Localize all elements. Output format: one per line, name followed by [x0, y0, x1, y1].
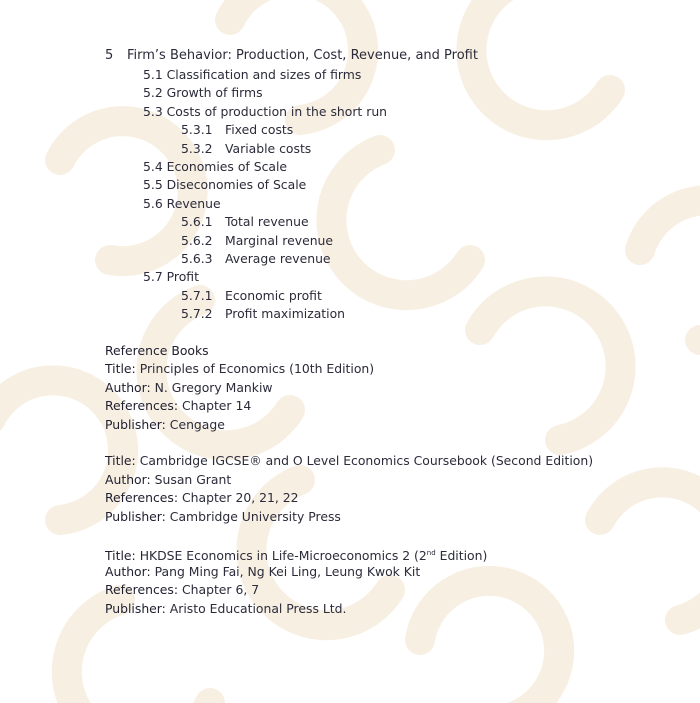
book1-publisher-row: [105, 416, 225, 434]
section-number: 5.3.2: [181, 141, 213, 156]
book2-title-row: [105, 452, 593, 470]
chapter-title: Firm’s Behavior: Production, Cost, Revenue, and Profit: [127, 48, 478, 63]
section-5-4: 5.4 Economies of Scale: [143, 159, 288, 174]
section-number: 5.6.1: [181, 214, 213, 229]
book2-publisher-row: [105, 508, 341, 526]
section-5-5: 5.5 Diseconomies of Scale: [143, 177, 307, 192]
section-5-3: 5.3 Costs of production in the short run: [143, 104, 388, 119]
book3-title-row: [105, 544, 487, 565]
references-label: References:: [105, 398, 179, 413]
title-label: Title:: [105, 361, 136, 376]
book3-publisher: Aristo Educational Press Ltd.: [169, 601, 347, 616]
section-5-7: 5.7 Profit: [143, 269, 199, 284]
book3-publisher-row: [105, 600, 346, 618]
book2-title: Cambridge IGCSE® and O Level Economics Coursebook (Second Edition): [139, 453, 594, 468]
book3-title-end: Edition): [435, 548, 488, 563]
book1-publisher: Cengage: [169, 417, 225, 432]
section-5-3-2: [181, 140, 311, 158]
section-5-6-3: [181, 250, 331, 268]
book1-references: Chapter 14: [181, 398, 252, 413]
section-5-3-1: [181, 121, 293, 139]
section-text: Average revenue: [225, 251, 331, 266]
book2-author: Susan Grant: [154, 472, 232, 487]
author-label: Author:: [105, 472, 151, 487]
book3-author: Pang Ming Fai, Ng Kei Ling, Leung Kwok Kit: [154, 564, 421, 579]
section-text: Economic profit: [225, 288, 322, 303]
book3-title-superscript: nd: [426, 549, 436, 557]
section-5-7-2: [181, 305, 345, 323]
section-text: Profit maximization: [225, 306, 346, 321]
section-5-6-2: [181, 232, 333, 250]
book1-references-row: [105, 397, 251, 415]
author-label: Author:: [105, 380, 151, 395]
references-label: References:: [105, 582, 179, 597]
book3-author-row: [105, 563, 420, 581]
publisher-label: Publisher:: [105, 509, 166, 524]
chapter-number: 5: [105, 48, 114, 63]
section-text: Total revenue: [225, 214, 309, 229]
book1-title: Principles of Economics (10th Edition): [139, 361, 375, 376]
section-number: 5.6.3: [181, 251, 213, 266]
section-number: 5.7.1: [181, 288, 213, 303]
publisher-label: Publisher:: [105, 417, 166, 432]
book3-references: Chapter 6, 7: [181, 582, 260, 597]
section-number: 5.3.1: [181, 122, 213, 137]
title-label: Title:: [105, 548, 136, 563]
book1-title-row: [105, 360, 374, 378]
book1-author-row: [105, 379, 273, 397]
book2-references-row: [105, 489, 299, 507]
section-number: 5.6.2: [181, 233, 213, 248]
book3-references-row: [105, 581, 259, 599]
section-5-6-1: [181, 213, 309, 231]
book3-title: [140, 548, 488, 563]
book2-publisher: Cambridge University Press: [169, 509, 341, 524]
title-label: Title:: [105, 453, 136, 468]
publisher-label: Publisher:: [105, 601, 166, 616]
book3-title-main: HKDSE Economics in Life-Microeconomics 2 (2: [139, 548, 427, 563]
references-heading: Reference Books: [105, 343, 209, 358]
section-number: 5.7.2: [181, 306, 213, 321]
chapter-heading: [105, 47, 478, 65]
book1-author: N. Gregory Mankiw: [154, 380, 273, 395]
section-text: Fixed costs: [225, 122, 294, 137]
book2-references: Chapter 20, 21, 22: [181, 490, 299, 505]
section-text: Marginal revenue: [225, 233, 334, 248]
section-text: Variable costs: [225, 141, 312, 156]
book2-author-row: [105, 471, 231, 489]
section-5-7-1: [181, 287, 322, 305]
author-label: Author:: [105, 564, 151, 579]
section-5-6: 5.6 Revenue: [143, 196, 221, 211]
section-5-1: 5.1 Classification and sizes of firms: [143, 67, 362, 82]
section-5-2: 5.2 Growth of firms: [143, 85, 263, 100]
references-label: References:: [105, 490, 179, 505]
